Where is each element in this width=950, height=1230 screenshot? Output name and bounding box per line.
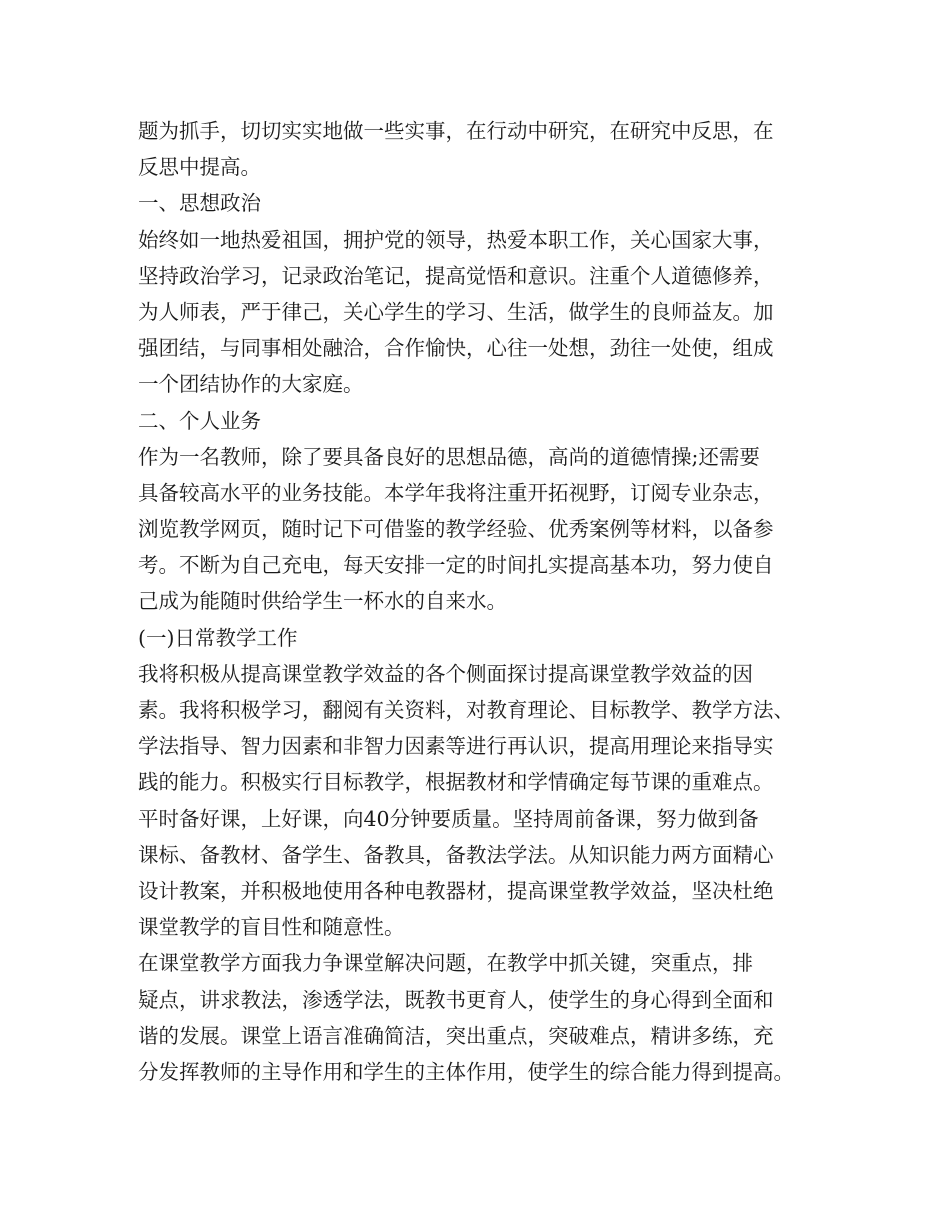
document-body [138, 113, 838, 1090]
text-line: 反思中提高。 [138, 155, 261, 180]
text-line: 具备较高水平的业务技能。本学年我将注重开拓视野，订阅专业杂志， [138, 480, 774, 505]
text-line: 己成为能随时供给学生一杯水的自来水。 [138, 589, 507, 614]
text-line: 平时备好课，上好课，向40分钟要质量。坚持周前备课，努力做到备 [138, 806, 759, 831]
text-line: 考。不断为自己充电，每天安排一定的时间扎实提高基本功，努力使自 [138, 553, 774, 578]
section-heading: 二、个人业务 [138, 408, 261, 433]
text-line: 坚持政治学习，记录政治笔记，提高觉悟和意识。注重个人道德修养， [138, 263, 774, 288]
subsection-heading: (一)日常教学工作 [138, 625, 298, 650]
text-line: 题为抓手，切切实实地做一些实事，在行动中研究，在研究中反思，在 [138, 119, 774, 143]
text-line: 强团结，与同事相处融洽，合作愉快，心往一处想，劲往一处使，组成 [138, 336, 774, 361]
text-line: 在课堂教学方面我力争课堂解决问题，在教学中抓关键，突重点，排 [138, 951, 753, 976]
text-line: 学法指导、智力因素和非智力因素等进行再认识，提高用理论来指导实 [138, 734, 774, 759]
text-line: 我将积极从提高课堂教学效益的各个侧面探讨提高课堂教学效益的因 [138, 661, 753, 686]
text-line: 设计教案，并积极地使用各种电教器材，提高课堂教学效益，坚决杜绝 [138, 878, 774, 903]
text-line: 作为一名教师，除了要具备良好的思想品德，高尚的道德情操;还需要 [138, 444, 760, 469]
text-line: 疑点，讲求教法，渗透学法，既教书更育人，使学生的身心得到全面和 [138, 987, 774, 1012]
text-line: 谐的发展。课堂上语言准确简洁，突出重点，突破难点，精讲多练，充 [138, 1023, 774, 1048]
text-line: 践的能力。积极实行目标教学，根据教材和学情确定每节课的重难点。 [138, 770, 774, 795]
text-line: 分发挥教师的主导作用和学生的主体作用，使学生的综合能力得到提高。 [138, 1059, 794, 1084]
section-heading: 一、思想政治 [138, 191, 261, 216]
text-line: 浏览教学网页，随时记下可借鉴的教学经验、优秀案例等材料，以备参 [138, 517, 774, 542]
text-line: 为人师表，严于律己，关心学生的学习、生活，做学生的良师益友。加 [138, 299, 774, 324]
text-line: 课标、备教材、备学生、备教具，备教法学法。从知识能力两方面精心 [138, 842, 774, 867]
text-line: 始终如一地热爱祖国，拥护党的领导，热爱本职工作，关心国家大事， [138, 227, 774, 252]
text-line: 一个团结协作的大家庭。 [138, 372, 364, 397]
text-line: 课堂教学的盲目性和随意性。 [138, 915, 405, 940]
text-line: 素。我将积极学习，翻阅有关资料，对教育理论、目标教学、教学方法、 [138, 698, 794, 722]
